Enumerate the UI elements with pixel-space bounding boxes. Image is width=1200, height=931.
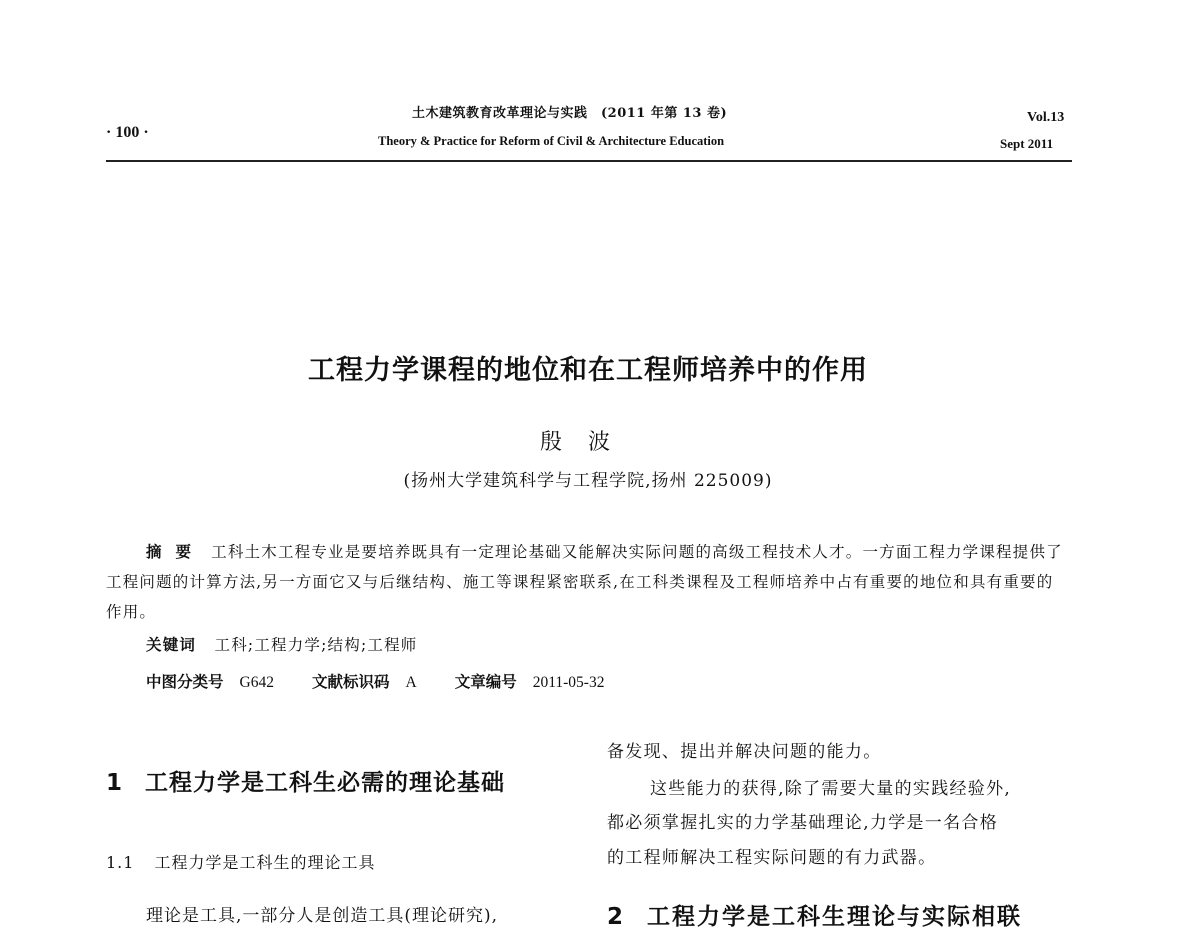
section-2-number: 2 bbox=[607, 904, 626, 930]
journal-title-en: Theory & Practice for Reform of Civil & Architecture Education bbox=[378, 134, 725, 148]
volume-label: Vol.13 bbox=[1027, 110, 1065, 125]
header-rule bbox=[106, 160, 1072, 162]
section-2-title: 工程力学是工科生理论与实际相联 bbox=[647, 904, 1023, 930]
doc-code-value: A bbox=[405, 674, 417, 691]
body-text-right-line-4: 的工程师解决工程实际问题的有力武器。 bbox=[607, 848, 937, 868]
section-1-title: 工程力学是工科生必需的理论基础 bbox=[145, 770, 506, 796]
keywords-label: 关键词 bbox=[146, 636, 197, 654]
article-number-value: 2011-05-32 bbox=[532, 674, 605, 691]
article-author: 殷波 bbox=[539, 430, 636, 455]
body-text-right-line-2: 这些能力的获得,除了需要大量的实践经验外, bbox=[650, 779, 1012, 799]
article-number-label: 文章编号 bbox=[454, 673, 517, 691]
issue-date: Sept 2011 bbox=[1000, 136, 1054, 151]
abstract-label: 摘要 bbox=[146, 543, 206, 561]
author-affiliation: (扬州大学建筑科学与工程学院,扬州 225009) bbox=[403, 471, 773, 491]
subsection-1-1-number: 1.1 bbox=[106, 853, 135, 872]
clc-label: 中图分类号 bbox=[146, 673, 224, 691]
body-text-right-line-3: 都必须掌握扎实的力学基础理论,力学是一名合格 bbox=[607, 813, 999, 833]
classification-line bbox=[146, 670, 604, 692]
clc-value: G642 bbox=[239, 674, 274, 691]
subsection-1-1-heading bbox=[106, 850, 375, 873]
body-text-right-line-1: 备发现、提出并解决问题的能力。 bbox=[607, 742, 882, 762]
keywords-text: 工科;工程力学;结构;工程师 bbox=[214, 636, 418, 654]
section-2-heading bbox=[607, 898, 1022, 931]
abstract bbox=[106, 537, 1066, 627]
abstract-text: 工科土木工程专业是要培养既具有一定理论基础又能解决实际问题的高级工程技术人才。一方面工程力学课程提供了工程问题的计算方法,另一方面它又与后继结构、施工等课程紧密联系,在工科类课程及工程师培养中占有重要的地位和具有重要的作用。 bbox=[106, 543, 1063, 621]
journal-title-cn: 土木建筑教育改革理论与实践 (2011 年第 13 卷) bbox=[412, 106, 728, 121]
doc-code-label: 文献标识码 bbox=[311, 673, 390, 691]
article-title: 工程力学课程的地位和在工程师培养中的作用 bbox=[308, 355, 868, 386]
keywords bbox=[146, 633, 417, 655]
section-1-heading bbox=[106, 764, 505, 797]
section-1-number: 1 bbox=[106, 770, 124, 796]
subsection-1-1-title: 工程力学是工科生的理论工具 bbox=[154, 853, 376, 872]
body-text-left: 理论是工具,一部分人是创造工具(理论研究), bbox=[146, 906, 499, 926]
page-number: · 100 · bbox=[106, 124, 149, 141]
